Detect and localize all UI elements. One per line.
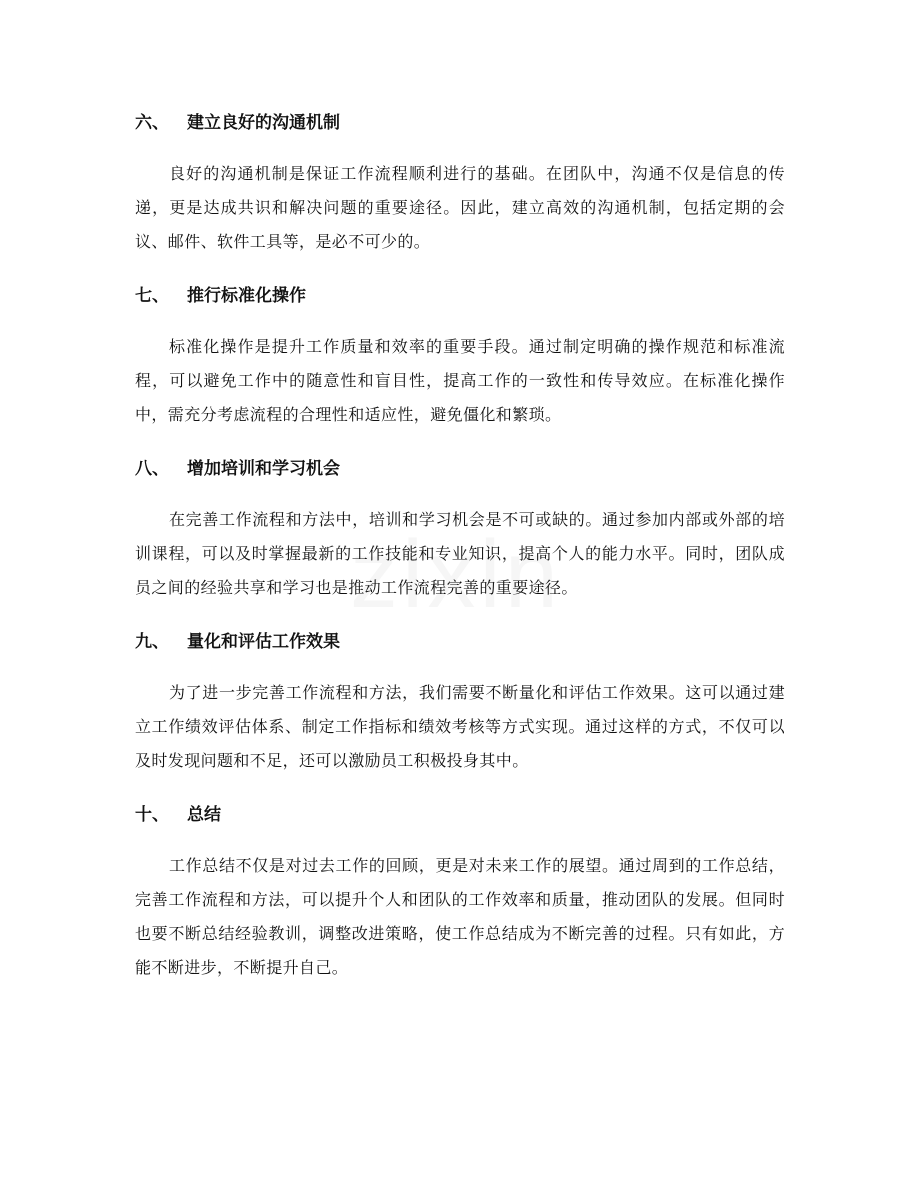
section-title: 总结 [187,805,221,825]
section-number: 八、 [135,459,169,479]
section-paragraph: 为了进一步完善工作流程和方法，我们需要不断量化和评估工作效果。这可以通过建立工作绩效评估体系、制定工作指标和绩效考核等方式实现。通过这样的方式，不仅可以及时发现问题和不足，还可以激励员工积极投身其中。 [135,683,785,770]
section-title: 推行标准化操作 [187,286,306,306]
section-title: 增加培训和学习机会 [187,459,340,479]
section-paragraph: 标准化操作是提升工作质量和效率的重要手段。通过制定明确的操作规范和标准流程，可以避免工作中的随意性和盲目性，提高工作的一致性和传导效应。在标准化操作中，需充分考虑流程的合理性和适应性，避免僵化和繁琐。 [135,337,785,424]
section-number: 九、 [135,632,169,652]
section-heading [135,630,785,654]
section-paragraph: 工作总结不仅是对过去工作的回顾，更是对未来工作的展望。通过周到的工作总结，完善工作流程和方法，可以提升个人和团队的工作效率和质量，推动团队的发展。但同时也要不断总结经验教训，调整改进策略，使工作总结成为不断完善的过程。只有如此，方能不断进步，不断提升自己。 [135,856,785,977]
section-heading [135,803,785,827]
section-number: 十、 [135,805,169,825]
section-10 [135,803,785,985]
section-title: 建立良好的沟通机制 [187,113,340,133]
section-8 [135,457,785,605]
section-number: 六、 [135,113,169,133]
section-title: 量化和评估工作效果 [187,632,340,652]
section-heading [135,284,785,308]
section-paragraph: 良好的沟通机制是保证工作流程顺利进行的基础。在团队中，沟通不仅是信息的传递，更是达成共识和解决问题的重要途径。因此，建立高效的沟通机制，包括定期的会议、邮件、软件工具等，是必不可少的。 [135,164,785,251]
section-heading [135,111,785,135]
section-7 [135,284,785,432]
section-paragraph: 在完善工作流程和方法中，培训和学习机会是不可或缺的。通过参加内部或外部的培训课程，可以及时掌握最新的工作技能和专业知识，提高个人的能力水平。同时，团队成员之间的经验共享和学习也是推动工作流程完善的重要途径。 [135,510,785,597]
section-9 [135,630,785,778]
section-number: 七、 [135,286,169,306]
section-6 [135,111,785,259]
section-heading [135,457,785,481]
